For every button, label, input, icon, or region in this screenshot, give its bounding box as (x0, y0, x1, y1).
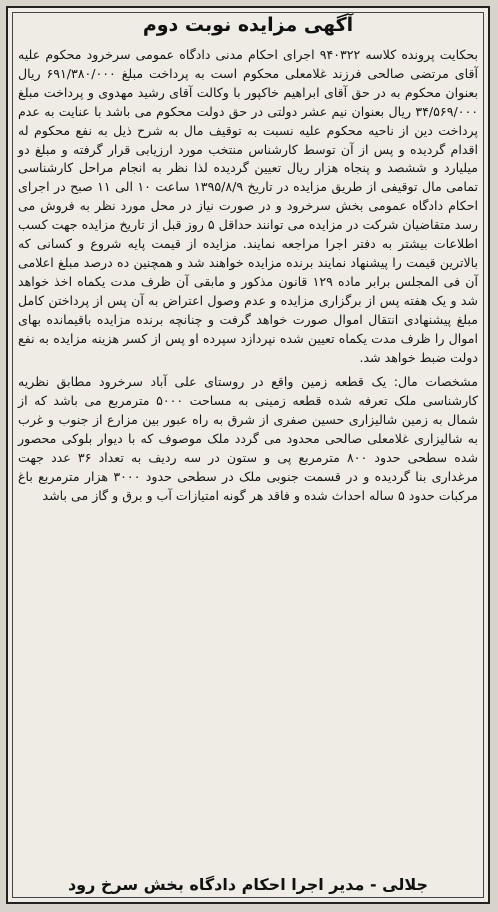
notice-paragraph-property-details: مشخصات مال: یک قطعه زمین واقع در روستای علی آباد سرخرود مطابق نظریه کارشناسی ملک تعرفه شده قطعه زمینی به مساحت ۵۰۰۰ مترمربع می باشد که از شمال به زمین شالیزاری حسین صفری از شرق به راه عبور بین مزارع از جنوب و غرب به شالیزاری غلامعلی صالحی محدود می گردد ملک موصوف که با دیوار بلوکی محصور شده سطحی حدود ۸۰۰ مترمربع پی و ستون در سه ردیف به تعداد ۳۶ عدد جهت مرغداری بنا گردیده و در قسمت جنوبی ملک در سطحی حدود ۳۰۰۰ هزار مترمربع باغ مرکبات حدود ۵ ساله احداث شده و فاقد هر گونه امتیازات آب و برق و گاز می باشد (18, 374, 479, 503)
notice-body (18, 46, 478, 506)
notice-title: آگهی مزایده نوبت دوم (142, 14, 354, 36)
newspaper-clipping (6, 6, 490, 904)
notice-signature: جلالی - مدیر اجرا احکام دادگاه بخش سرخ رود (67, 875, 429, 894)
notice-paragraph-auction-terms: بحکایت پرونده کلاسه ۹۴۰۳۲۲ اجرای احکام مدنی دادگاه عمومی سرخرود محکوم علیه آقای مرتضی صالحی فرزند غلامعلی محکوم است به پرداخت مبلغ ۶۹۱/۳۸۰/۰۰۰ ریال بعنوان محکوم به در حق آقای ابراهیم خاکپور با وکالت آقای رشید مهدوی و پرداخت مبلغ ۳۴/۵۶۹/۰۰۰ ریال بعنوان نیم عشر دولتی در حق دولت محکوم می باشد با عنایت به عدم پرداخت دین از ناحیه محکوم علیه نسبت به توقیف مال به شرح ذیل به نفع محکوم له اقدام گردیده و پس از آن توسط کارشناس منتخب مورد ارزیابی قرار گرفته و مبلغ دو میلیارد و ششصد و پنجاه هزار ریال تعیین گردیده لذا نظر به انجام مراحل کارشناسی تمامی مال توقیفی از طریق مزایده در تاریخ ۱۳۹۵/۸/۹ ساعت ۱۰ الی ۱۱ صبح در اجرای احکام دادگاه عمومی بخش سرخرود و در صورت نیاز در محل مورد نظر به فروش می رسد متقاضیان شرکت در مزایده می توانند حداقل ۵ روز قبل از تاریخ مزایده جهت کسب اطلاعات بیشتر به دفتر اجرا مراجعه نمایند. مزایده از قیمت پایه شروع و کسانی که بالاترین قیمت را پیشنهاد نمایند برنده مزایده خواهند شد و همچنین ده درصد مبلغ اعلامی آن فی المجلس برابر ماده ۱۲۹ قانون مذکور و مابقی آن ظرف مدت یکماه اخذ خواهد شد و یک هفته پس از برگزاری مزایده و عدم وصول اعتراض به آن پس از پرداختن کامل مبلغ پیشنهادی انتقال اموال صورت خواهد گرفت و چنانچه برنده مزایده باقیمانده بهای اموال را ظرف مدت یکماه تعیین شده نپردازد سپرده او پس از کسر هزینه مزایده به نفع دولت ضبط خواهد شد. (18, 47, 479, 365)
